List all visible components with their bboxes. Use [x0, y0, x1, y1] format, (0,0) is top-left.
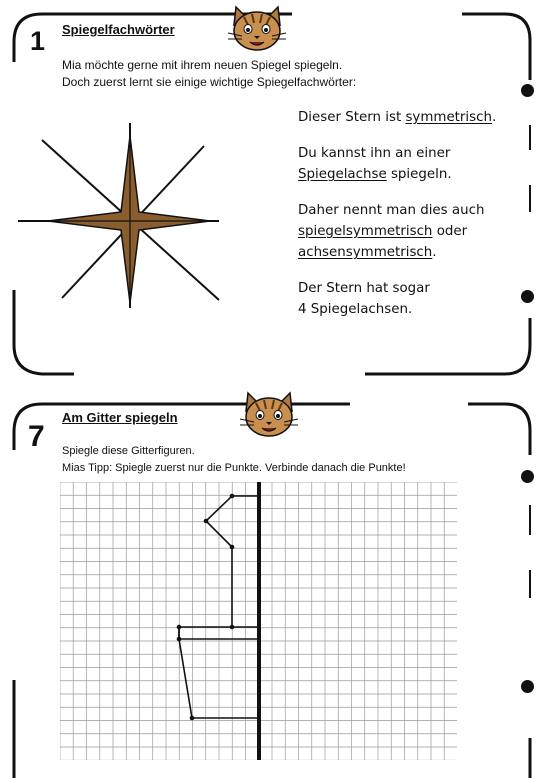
- drawing-grid[interactable]: [60, 482, 457, 760]
- punch-hole-icon: [521, 290, 534, 303]
- intro-line: Mia möchte gerne mit ihrem neuen Spiegel spiegeln.: [62, 58, 343, 72]
- card-1-title: Spiegelfachwörter: [62, 22, 175, 37]
- paragraph-axis: Du kannst ihn an einer Spiegelachse spiegeln.: [298, 146, 452, 182]
- intro-line: Spiegle diese Gitterfiguren.: [62, 445, 195, 457]
- intro-line: Mias Tipp: Spiegle zuerst nur die Punkte. Verbinde danach die Punkte!: [62, 462, 406, 474]
- punch-hole-icon: [521, 470, 534, 483]
- punch-hole-icon: [521, 84, 534, 97]
- paragraph-symmetric: Dieser Stern ist symmetrisch.: [298, 110, 497, 125]
- paragraph-four-axes: Der Stern hat sogar 4 Spiegelachsen.: [298, 281, 430, 317]
- cat-face-icon: [238, 389, 300, 441]
- card-7-intro: [62, 443, 406, 477]
- paragraph-terms: Daher nennt man dies auch spiegelsymmetrisch oder achsensymmetrisch.: [298, 203, 485, 260]
- intro-line: Doch zuerst lernt sie einige wichtige Spiegelfachwörter:: [62, 75, 357, 89]
- card-1-number: 1: [30, 26, 46, 56]
- card-7-title: Am Gitter spiegeln: [62, 410, 178, 425]
- punch-hole-icon: [521, 680, 534, 693]
- card-7-number: 7: [28, 420, 45, 453]
